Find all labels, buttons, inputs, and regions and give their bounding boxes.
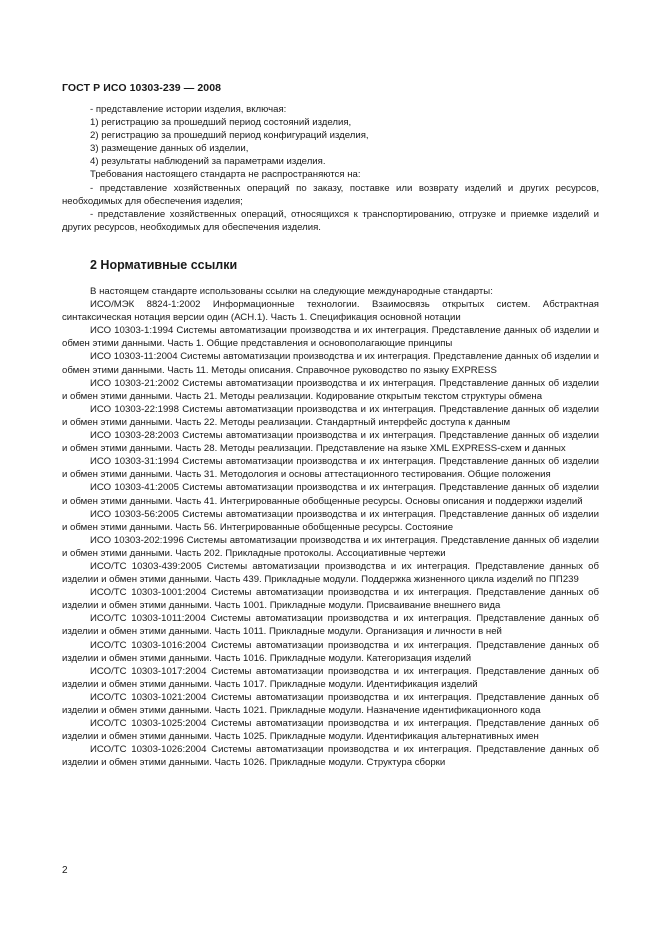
reference-item: ИСО 10303-11:2004 Системы автоматизации производства и их интеграция. Представление данных об изделии и обмен этими данными. Часть 11. Методы описания. Справочное руководство по языку EXPRESS — [62, 351, 599, 376]
scope-continuation — [62, 103, 599, 234]
reference-item: ИСО/ТС 10303-1025:2004 Системы автоматизации производства и их интеграция. Представление данных об изделии и обмен этими данными. Часть 1025. Прикладные модули. Идентификация альтернативных имен — [62, 718, 599, 743]
scope-item: 2) регистрацию за прошедший период конфигураций изделия, — [90, 130, 369, 142]
reference-item: ИСО 10303-202:1996 Системы автоматизации производства и их интеграция. Представление данных об изделии и обмен этими данными. Часть 202. Прикладные протоколы. Ассоциативные чертежи — [62, 534, 599, 559]
document-header: ГОСТ Р ИСО 10303-239 — 2008 — [62, 82, 222, 94]
reference-item: ИСО 10303-56:2005 Системы автоматизации производства и их интеграция. Представление данных об изделии и обмен этими данными. Часть 56. Интегрированные обобщенные ресурсы. Состояние — [62, 508, 599, 533]
reference-item: ИСО/ТС 10303-1026:2004 Системы автоматизации производства и их интеграция. Представление данных об изделии и обмен этими данными. Часть 1026. Прикладные модули. Структура сборки — [62, 744, 599, 769]
page-number: 2 — [62, 865, 68, 876]
reference-item: ИСО 10303-22:1998 Системы автоматизации производства и их интеграция. Представление данных об изделии и обмен этими данными. Часть 22. Методы реализации. Стандартный интерфейс доступа к данным — [62, 403, 599, 428]
reference-item: ИСО 10303-1:1994 Системы автоматизации производства и их интеграция. Представление данных об изделии и обмен этими данными. Часть 1. Общие представления и основополагающие принципы — [62, 325, 599, 350]
reference-item: ИСО/ТС 10303-1001:2004 Системы автоматизации производства и их интеграция. Представление данных об изделии и обмен этими данными. Часть 1001. Прикладные модули. Присваивание внешнего вида — [62, 587, 599, 612]
reference-item: ИСО/ТС 10303-1016:2004 Системы автоматизации производства и их интеграция. Представление данных об изделии и обмен этими данными. Часть 1016. Прикладные модули. Категоризация изделий — [62, 639, 599, 664]
reference-item: ИСО 10303-41:2005 Системы автоматизации производства и их интеграция. Представление данных об изделии и обмен этими данными. Часть 41. Интегрированные обобщенные ресурсы. Основы описания и поддержки изделий — [62, 482, 599, 507]
scope-item: 3) размещение данных об изделии, — [90, 143, 249, 155]
section-2-heading: 2 Нормативные ссылки — [90, 258, 238, 272]
reference-item: ИСО 10303-31:1994 Системы автоматизации производства и их интеграция. Представление данных об изделии и обмен этими данными. Часть 31. Методология и основы аттестационного тестирования. Общие положения — [62, 456, 599, 481]
scope-item: - представление истории изделия, включая: — [90, 104, 287, 115]
scope-item: Требования настоящего стандарта не распространяются на: — [90, 169, 361, 181]
reference-item: ИСО/ТС 10303-1021:2004 Системы автоматизации производства и их интеграция. Представление данных об изделии и обмен этими данными. Часть 1021. Прикладные модули. Назначение идентификационного кода — [62, 691, 599, 716]
reference-item: ИСО 10303-28:2003 Системы автоматизации производства и их интеграция. Представление данных об изделии и обмен этими данными. Часть 28. Методы реализации. Представление на языке XML EXPRESS-схем и данных — [62, 430, 599, 455]
reference-item: ИСО/ТС 10303-1017:2004 Системы автоматизации производства и их интеграция. Представление данных об изделии и обмен этими данными. Часть 1017. Прикладные модули. Идентификация изделий — [62, 665, 599, 690]
references-intro: В настоящем стандарте использованы ссылки на следующие международные стандарты: — [90, 286, 493, 297]
scope-item: 4) результаты наблюдений за параметрами изделия. — [90, 156, 326, 168]
scope-item: - представление хозяйственных операций по заказу, поставке или возврату изделий и других ресурсов, необходимых для обеспечения изделия; — [62, 182, 599, 207]
reference-item: ИСО/МЭК 8824-1:2002 Информационные технологии. Взаимосвязь открытых систем. Абстрактная синтаксическая нотация версии один (АСН.1). Часть 1. Спецификация основной нотации — [62, 299, 599, 324]
normative-references — [62, 285, 599, 769]
reference-item: ИСО/ТС 10303-1011:2004 Системы автоматизации производства и их интеграция. Представление данных об изделии и обмен этими данными. Часть 1011. Прикладные модули. Организация и личности в ней — [62, 613, 599, 638]
reference-item: ИСО 10303-21:2002 Системы автоматизации производства и их интеграция. Представление данных об изделии и обмен этими данными. Часть 21. Методы реализации. Кодирование открытым текстом структуры обмена — [62, 377, 599, 402]
scope-item: 1) регистрацию за прошедший период состояний изделия, — [90, 117, 352, 129]
reference-item: ИСО/ТС 10303-439:2005 Системы автоматизации производства и их интеграция. Представление данных об изделии и обмен этими данными. Часть 439. Прикладные модули. Поддержка жизненного цикла изделий по ПП239 — [62, 560, 599, 586]
scope-item: - представление хозяйственных операций, относящихся к транспортированию, отгрузке и приемке изделий и других ресурсов, необходимых для обеспечения изделия. — [62, 208, 599, 233]
